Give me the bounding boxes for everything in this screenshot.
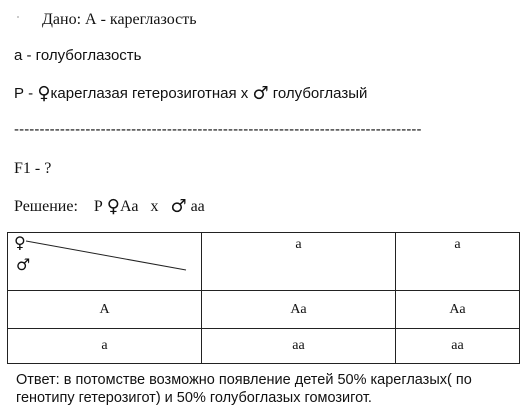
table-row [8,291,520,329]
female-symbol-icon: ♀ [37,83,51,104]
row-gamete-cell: А [8,291,202,329]
genotype-cell: Аа [202,291,396,329]
header-cell [202,233,396,291]
male-symbol-icon: ♂ [252,83,269,104]
solution-cross: х [150,198,159,215]
given-line [42,11,197,29]
given-recessive: а - голубоглазость [14,47,142,64]
male-symbol-icon: ♂ [16,255,31,274]
solution-p: Р [93,198,103,215]
decorative-dot [17,16,19,18]
question: F1 - ? [14,160,52,177]
solution-line [14,198,205,216]
given-dominant: А - кареглазость [85,11,197,28]
answer-text: Ответ: в потомстве возможно появление детей 50% кареглазых( по генотипу гетерозигот) и 50% голубоглазых гомозигот. [16,372,472,406]
solution-label: Решение: [14,198,78,215]
given-label: Дано: [42,11,82,28]
diagonal-divider [8,233,202,290]
male-symbol-icon: ♂ [170,196,187,217]
parents-prefix: Р - [14,85,34,102]
header-cell [396,233,520,291]
solution-female-genotype: Аа [119,198,139,215]
header-gamete: а [295,237,302,252]
row-gamete-cell: а [8,329,202,364]
table-header-row [8,233,520,291]
corner-cell [8,233,202,291]
genotype-cell: аа [202,329,396,364]
solution-male-genotype: аа [190,198,205,215]
table-row [8,329,520,364]
female-symbol-icon: ♀ [106,196,120,217]
parents-female-text: кареглазая гетерозиготная х [50,85,249,102]
separator-line: -------------------------------------------------------------------------------- [14,121,422,138]
header-gamete: а [454,237,461,252]
parents-line [14,85,367,103]
genotype-cell: аа [396,329,520,364]
parents-male-text: голубоглазый [272,85,368,102]
punnett-table [7,232,520,364]
genotype-cell: Аа [396,291,520,329]
female-symbol-icon: ♀ [14,233,26,252]
